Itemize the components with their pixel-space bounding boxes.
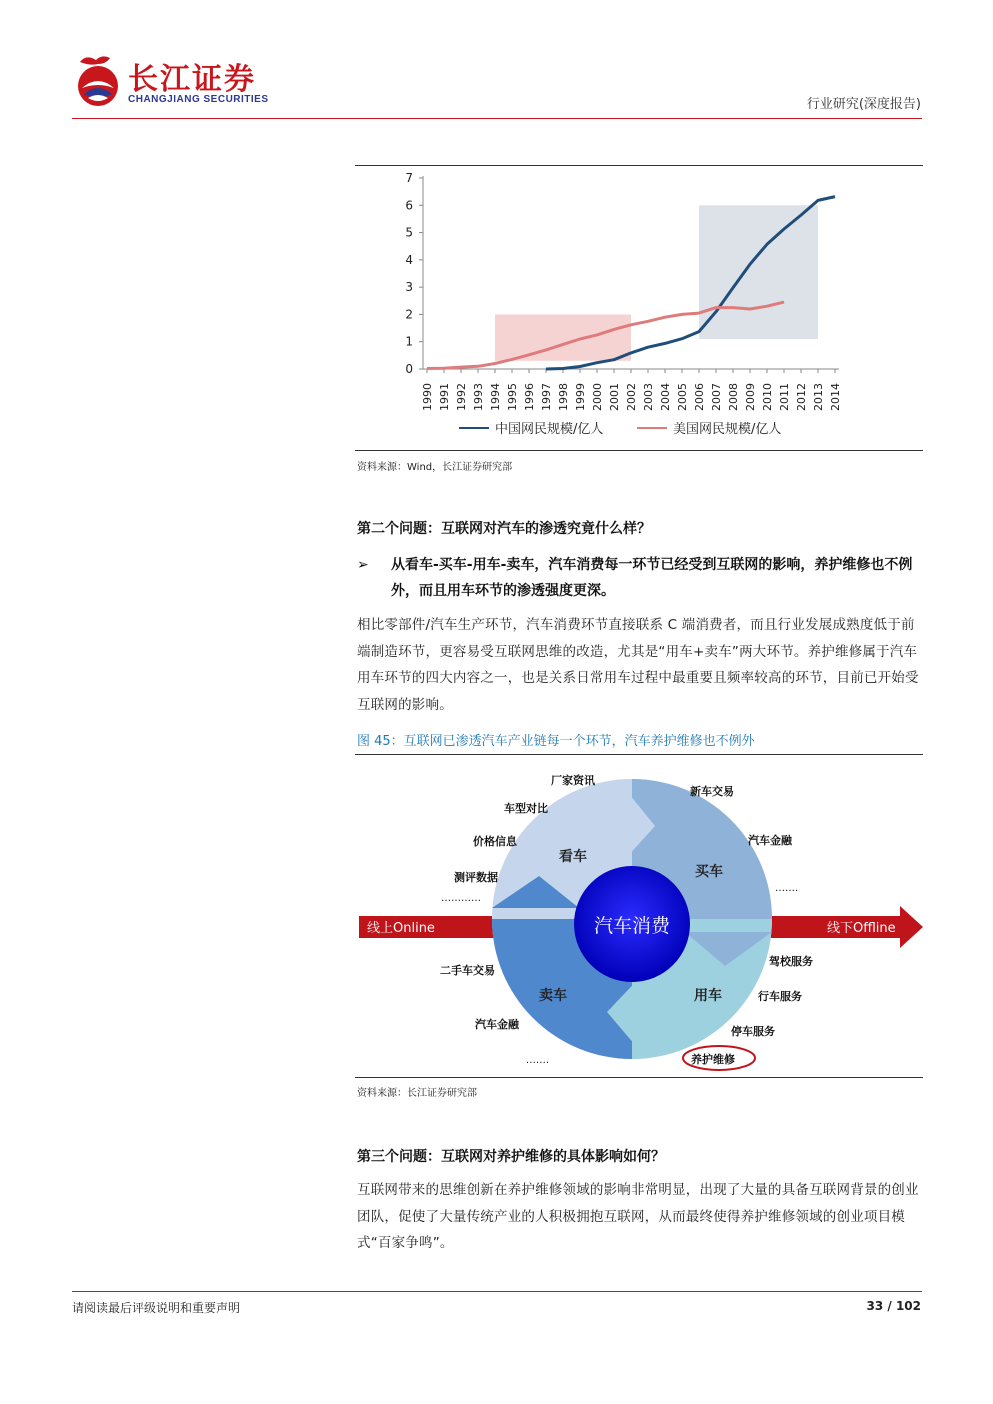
question-three-heading: 第三个问题：互联网对养护维修的具体影响如何？ [357,1149,665,1165]
x-tick-label: 1998 [557,383,570,411]
x-tick-label: 1990 [421,383,434,411]
logo-english-name: CHANGJIANG SECURITIES [128,94,269,105]
x-tick-label: 1991 [438,383,451,411]
bullet-arrow-icon: ➢ [357,557,369,573]
logo-emblem-icon [72,52,124,110]
highlight-box [699,205,818,339]
sell-item: 二手车交易 [440,964,495,977]
report-category: 行业研究(深度报告) [806,97,921,112]
question-two-heading: 第二个问题：互联网对汽车的渗透究竟什么样？ [357,521,651,537]
chart-bottom-rule [355,450,923,451]
x-tick-label: 2005 [676,383,689,411]
x-tick-label: 2001 [608,383,621,411]
yong-item: 养护维修 [691,1053,735,1066]
sell-item: 汽车金融 [475,1018,519,1031]
figure-top-rule [355,754,923,755]
kan-item: 厂家资讯 [551,774,595,787]
yong-item: 行车服务 [758,990,802,1003]
label-kanche: 看车 [559,849,587,865]
chart-legend [459,421,781,437]
y-tick-label: 6 [405,198,413,213]
legend-label-china: 中国网民规模/亿人 [495,422,604,437]
figure-45-caption: 图 45：互联网已渗透汽车产业链每一个环节，汽车养护维修也不例外 [357,734,755,749]
y-tick-label: 2 [405,307,413,322]
sell-item: ……. [525,1055,549,1066]
x-tick-label: 2014 [829,383,842,411]
x-tick-label: 2009 [744,383,757,411]
y-tick-label: 1 [405,334,413,349]
internet-users-chart [355,166,923,449]
kan-item: ………… [441,893,481,904]
kan-item: 测评数据 [454,871,498,884]
footer-divider [72,1291,922,1292]
x-tick-label: 2000 [591,383,604,411]
x-tick-label: 1993 [472,383,485,411]
x-tick-label: 1994 [489,383,502,411]
label-yongche: 用车 [694,988,722,1004]
disclaimer-note: 请阅读最后评级说明和重要声明 [72,1301,241,1315]
x-tick-label: 1999 [574,383,587,411]
company-logo [72,52,302,112]
chart-source-note: 资料来源：Wind，长江证券研究部 [357,462,513,473]
figure-source-note: 资料来源：长江证券研究部 [357,1088,477,1099]
kan-item: 车型对比 [504,802,548,815]
page-number: 33 / 102 [866,1299,921,1313]
x-tick-label: 2013 [812,383,825,411]
x-tick-label: 2011 [778,383,791,411]
x-tick-label: 1992 [455,383,468,411]
label-sell: 卖车 [539,988,567,1004]
paragraph-consumption: 相比零部件/汽车生产环节，汽车消费环节直接联系 C 端消费者，而且行业发展成熟度低于前端制造环节，更容易受互联网思维的改造，尤其是“用车+卖车”两大环节。养护维修属于汽车用车环节的四大内容之一，也是关系日常用车过程中最重要且频率较高的环节，目前已开始受互联网的影响。 [357,617,919,713]
x-tick-label: 2006 [693,383,706,411]
x-tick-label: 2007 [710,383,723,411]
x-tick-label: 2003 [642,383,655,411]
legend-label-usa: 美国网民规模/亿人 [673,422,782,437]
logo-chinese-name: 长江证券 [128,62,256,97]
highlight-box [495,314,631,360]
label-maiche: 买车 [695,864,723,880]
x-tick-label: 1995 [506,383,519,411]
mai-item: 汽车金融 [748,834,792,847]
x-tick-label: 2010 [761,383,774,411]
y-tick-label: 0 [405,362,413,376]
mai-item: ……. [775,883,799,894]
x-tick-label: 2002 [625,383,638,411]
offline-label: 线下Offline [827,921,896,936]
y-tick-label: 5 [405,225,413,240]
paragraph-maintenance: 互联网带来的思维创新在养护维修领域的影响非常明显，出现了大量的具备互联网背景的创业团队，促使了大量传统产业的人积极拥抱互联网，从而最终使得养护维修领域的创业项目模式“百家争鸣”。 [357,1182,919,1251]
kan-item: 价格信息 [473,835,517,848]
x-tick-label: 2008 [727,383,740,411]
x-tick-label: 1996 [523,383,536,411]
header-divider [72,118,922,119]
key-point-bullet [357,552,923,604]
y-tick-label: 3 [405,280,413,295]
y-tick-label: 4 [405,252,413,267]
x-tick-label: 2012 [795,383,808,411]
bullet-text: 从看车-买车-用车-卖车，汽车消费每一环节已经受到互联网的影响，养护维修也不例外，而且用车环节的渗透强度更深。 [391,557,913,599]
x-tick-label: 1997 [540,383,553,411]
x-tick-label: 2004 [659,383,672,411]
figure-bottom-rule [355,1077,923,1078]
yong-item: 停车服务 [731,1025,775,1038]
mai-item: 新车交易 [690,785,734,798]
online-label: 线上Online [367,921,435,936]
center-label: 汽车消费 [593,915,671,937]
auto-consumption-cycle-diagram [355,756,923,1076]
yong-item: 驾校服务 [769,955,813,968]
y-tick-label: 7 [405,171,413,185]
